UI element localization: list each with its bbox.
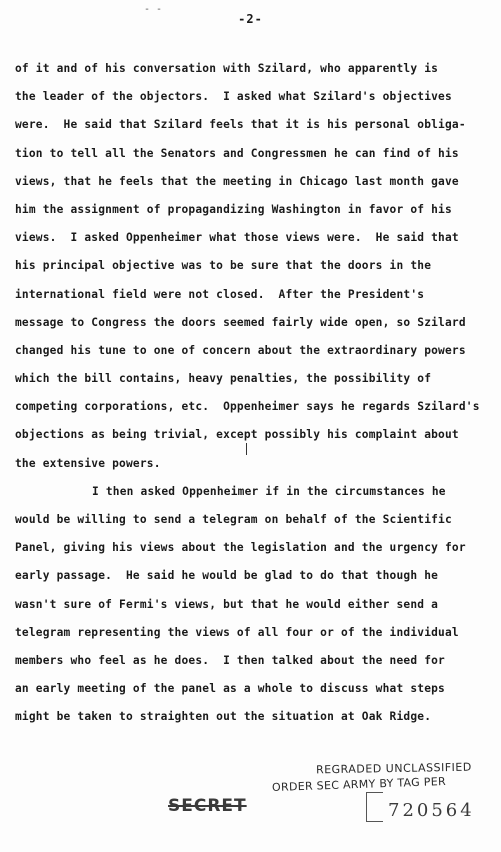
text-line: the leader of the objectors. I asked what Szilard's objectives: [15, 90, 452, 104]
declassification-stamp: [270, 762, 492, 832]
text-line: were. He said that Szilard feels that it is his personal obliga-: [15, 118, 466, 132]
text-line: members who feel as he does. I then talked about the need for: [15, 653, 445, 667]
text-line: an early meeting of the panel as a whole to discuss what steps: [15, 682, 445, 696]
text-line: him the assignment of propagandizing Washington in favor of his: [15, 202, 452, 216]
text-line: wasn't sure of Fermi's views, but that he would either send a: [15, 597, 439, 611]
text-line: which the bill contains, heavy penalties, the possibility of: [15, 372, 432, 386]
text-line: message to Congress the doors seemed fairly wide open, so Szilard: [15, 315, 466, 329]
declassified-stamp-line: REGRADED UNCLASSIFIED: [315, 760, 472, 777]
text-line: international field were not closed. After the President's: [15, 287, 425, 301]
pencil-tick-mark: [246, 443, 247, 455]
text-line: telegram representing the views of all four or of the individual: [15, 625, 459, 639]
text-line: views. I asked Oppenheimer what those views were. He said that: [15, 231, 459, 245]
text-line: early passage. He said he would be glad to do that though he: [15, 569, 439, 583]
text-line: of it and of his conversation with Szilard, who apparently is: [15, 62, 439, 75]
text-line: might be taken to straighten out the situation at Oak Ridge.: [15, 710, 432, 724]
declassification-number: 720564: [388, 800, 475, 821]
text-line: would be willing to send a telegram on behalf of the Scientific: [15, 513, 452, 526]
order-stamp-line: ORDER SEC ARMY BY TAG PER: [271, 774, 447, 795]
stamp-bracket: [366, 792, 383, 822]
text-line: his principal objective was to be sure that the doors in the: [15, 259, 432, 273]
text-line: views, that he feels that the meeting in Chicago last month gave: [15, 174, 459, 188]
text-line: objections as being trivial, except possibly his complaint about: [15, 428, 459, 442]
classification-stamp: SECRET: [168, 796, 247, 816]
text-line: the extensive powers.: [15, 456, 161, 470]
text-line: Panel, giving his views about the legislation and the urgency for: [15, 541, 466, 555]
text-line: competing corporations, etc. Oppenheimer says he regards Szilard's: [15, 400, 480, 414]
text-line: changed his tune to one of concern about the extraordinary powers: [15, 343, 466, 357]
paragraph-start-line: I then asked Oppenheimer if in the circumstances he: [92, 484, 446, 498]
text-line: tion to tell all the Senators and Congressmen he can find of his: [15, 146, 459, 160]
page-number: -2-: [238, 12, 263, 26]
document-body: [15, 55, 495, 732]
stray-mark: - -: [144, 4, 163, 15]
